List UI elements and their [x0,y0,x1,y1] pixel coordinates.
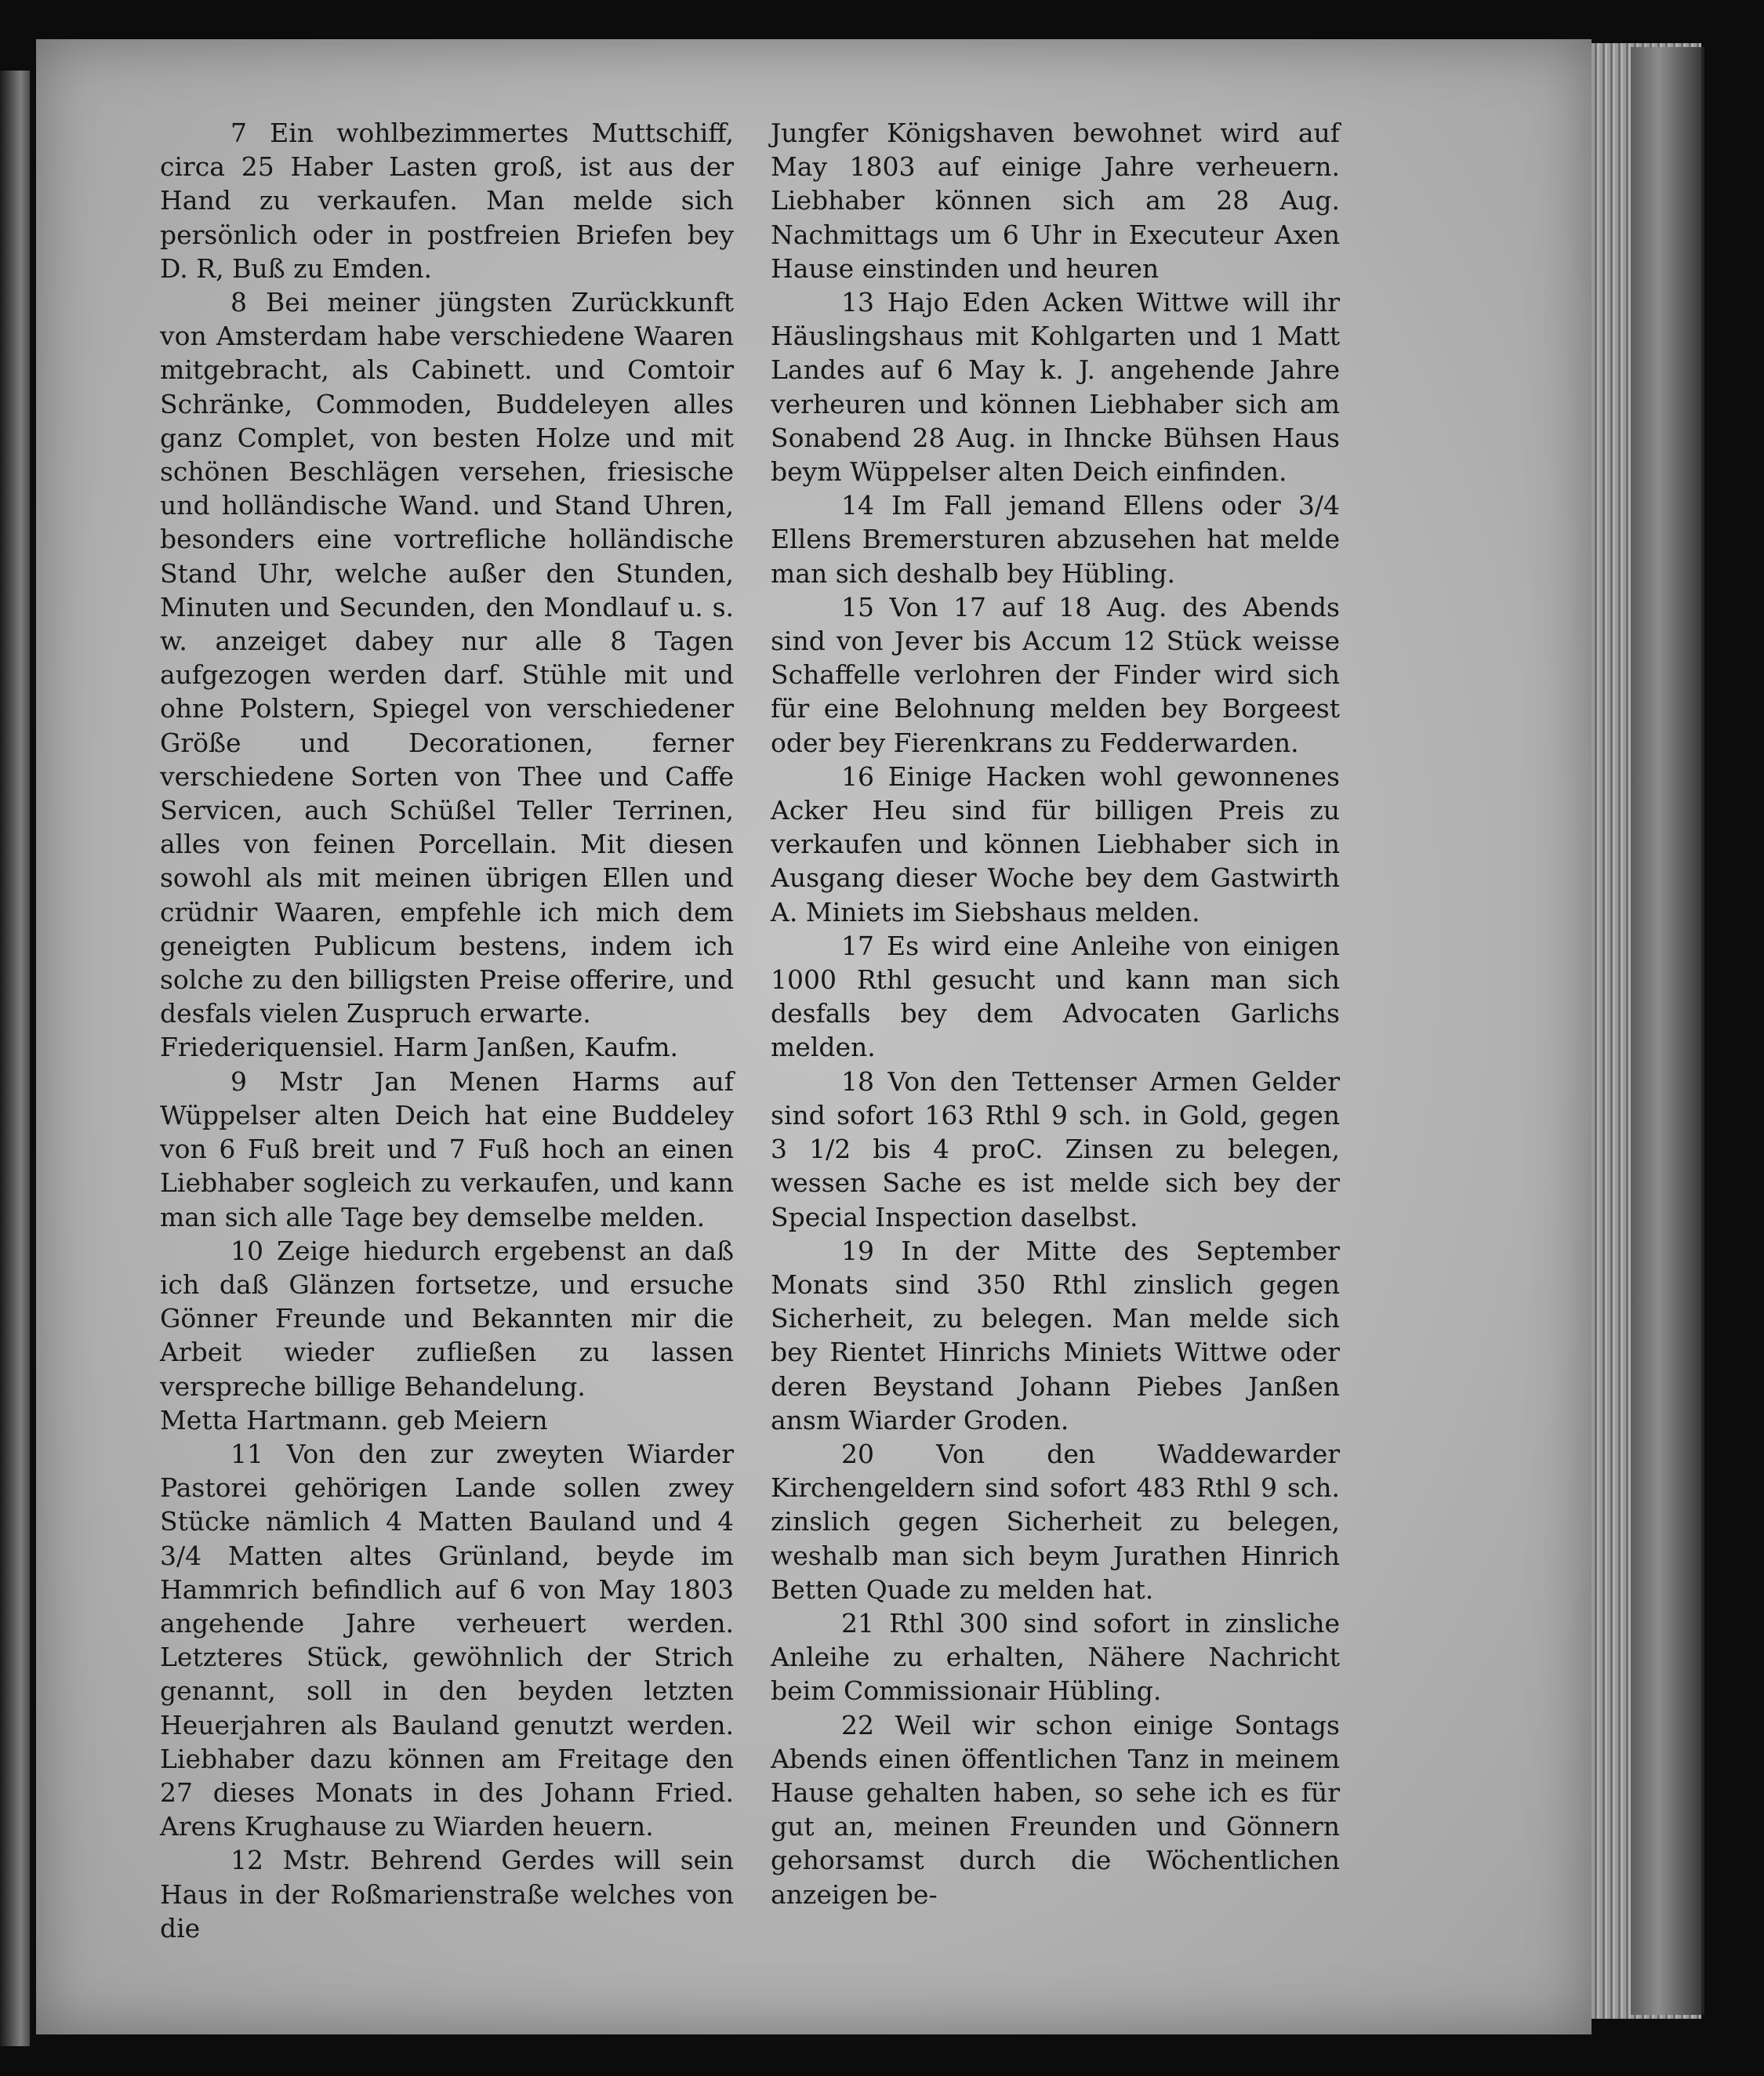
notice-8-signature: Friederiquensiel. Harm Janßen, Kaufm. [160,1032,678,1063]
notice-10: 10 Zeige hiedurch ergebenst an daß ich daß Glänzen fortsetze, und ersuche Gönner Freunde und Bekannten mir die Arbeit wieder zufließen zu lassen verspreche billige Behandelung. [160,1235,734,1402]
notice-11: 11 Von den zur zweyten Wiarder Pastorei gehörigen Lande sollen zwey Stücke nämlich 4 Matten Bauland und 4 3/4 Matten altes Grünland, beyde im Hammrich befindlich auf 6 von May 1803 angehende Jahre verheuert werden. Letzteres Stück, gewöhnlich der Strich genannt, soll in den beyden letzten Heuerjahren als Bauland genutzt werden. Liebhaber dazu können am Freitage den 27 dieses Monats in des Johann Fried. Arens Krughause zu Wiarden heuern. [160,1438,734,1842]
notice-14: 14 Im Fall jemand Ellens oder 3/4 Ellens Bremersturen abzusehen hat melde man sich deshalb bey Hübling. [771,490,1340,589]
left-column [160,116,734,1945]
notice-7: 7 Ein wohlbezimmertes Muttschiff, circa 25 Haber Lasten groß, ist aus der Hand zu verkaufen. Man melde sich persönlich oder in postfreien Briefen bey D. R, Buß zu Emden. [160,118,734,284]
notice-18: 18 Von den Tettenser Armen Gelder sind sofort 163 Rthl 9 sch. in Gold, gegen 3 1/2 bis 4 proC. Zinsen zu belegen, wessen Sache es ist melde sich bey der Special Inspection daselbst. [771,1065,1340,1232]
notice-22: 22 Weil wir schon einige Sontags Abends einen öffentlichen Tanz in meinem Hause gehalten haben, so sehe ich es für gut an, meinen Freunden und Gönnern gehorsamst durch die Wöchentlichen anzeigen be- [771,1709,1340,1910]
notice-12-continued: Jungfer Königshaven bewohnet wird auf May 1803 auf einige Jahre verheuern. Liebhaber können sich am 28 Aug. Nachmittags um 6 Uhr in Executeur Axen Hause einstinden und heuren [771,118,1340,284]
notice-12: 12 Mstr. Behrend Gerdes will sein Haus in der Roßmarienstraße welches von die [160,1845,734,1944]
notice-16: 16 Einige Hacken wohl gewonnenes Acker Heu sind für billigen Preis zu verkaufen und können Liebhaber sich in Ausgang dieser Woche bey dem Gastwirth A. Miniets im Siebshaus melden. [771,760,1340,927]
notice-10-signature: Metta Hartmann. geb Meiern [160,1404,548,1435]
notice-21: 21 Rthl 300 sind sofort in zinsliche Anleihe zu erhalten, Nähere Nachricht beim Commissionair Hübling. [771,1607,1340,1707]
notice-15: 15 Von 17 auf 18 Aug. des Abends sind von Jever bis Accum 12 Stück weisse Schaffelle verlohren der Finder wird sich für eine Belohnung melden bey Borgeest oder bey Fierenkrans zu Fedderwarden. [771,591,1340,758]
notice-9: 9 Mstr Jan Menen Harms auf Wüppelser alten Deich hat eine Buddeley von 6 Fuß breit und 7 Fuß hoch an einen Liebhaber sogleich zu verkaufen, und kann man sich alle Tage bey demselbe melden. [160,1065,734,1232]
notice-13: 13 Hajo Eden Acken Wittwe will ihr Häuslingshaus mit Kohlgarten und 1 Matt Landes auf 6 May k. J. angehende Jahre verheuren und können Liebhaber sich am Sonabend 28 Aug. in Ihncke Bühsen Haus beym Wüppelser alten Deich einfinden. [771,287,1340,488]
facing-page-edge [0,71,30,2046]
right-column [771,116,1340,1911]
notice-20: 20 Von den Waddewarder Kirchengeldern sind sofort 483 Rthl 9 sch. zinslich gegen Sicherheit zu belegen, weshalb man sich beym Jurathen Hinrich Betten Quade zu melden hat. [771,1438,1340,1605]
notice-8: 8 Bei meiner jüngsten Zurückkunft von Amsterdam habe verschiedene Waaren mitgebracht, als Cabinett. und Comtoir Schränke, Commoden, Buddeleyen alles ganz Complet, von besten Holze und mit schönen Beschlägen versehen, friesische und holländische Wand. und Stand Uhren, besonders eine vortrefliche holländische Stand Uhr, welche außer den Stunden, Minuten und Secunden, den Mondlauf u. s. w. anzeiget dabey nur alle 8 Tagen aufgezogen werden darf. Stühle mit und ohne Polstern, Spiegel von verschiedener Größe und Decorationen, ferner verschiedene Sorten von Thee und Caffe Servicen, auch Schüßel Teller Terrinen, alles von feinen Porcellain. Mit diesen sowohl als mit meinen übrigen Ellen und crüdnir Waaren, empfehle ich mich dem geneigten Publicum bestens, indem ich solche zu den billigsten Preise offerire, und desfals vielen Zuspruch erwarte. [160,287,734,1029]
notice-17: 17 Es wird eine Anleihe von einigen 1000 Rthl gesucht und kann man sich desfalls bey dem Advocaten Garlichs melden. [771,930,1340,1063]
notice-19: 19 In der Mitte des September Monats sind 350 Rthl zinslich gegen Sicherheit, zu belegen. Man melde sich bey Rientet Hinrichs Miniets Wittwe oder deren Beystand Johann Piebes Janßen ansm Wiarder Groden. [771,1235,1340,1435]
book-cover-edge [1631,47,1704,2015]
